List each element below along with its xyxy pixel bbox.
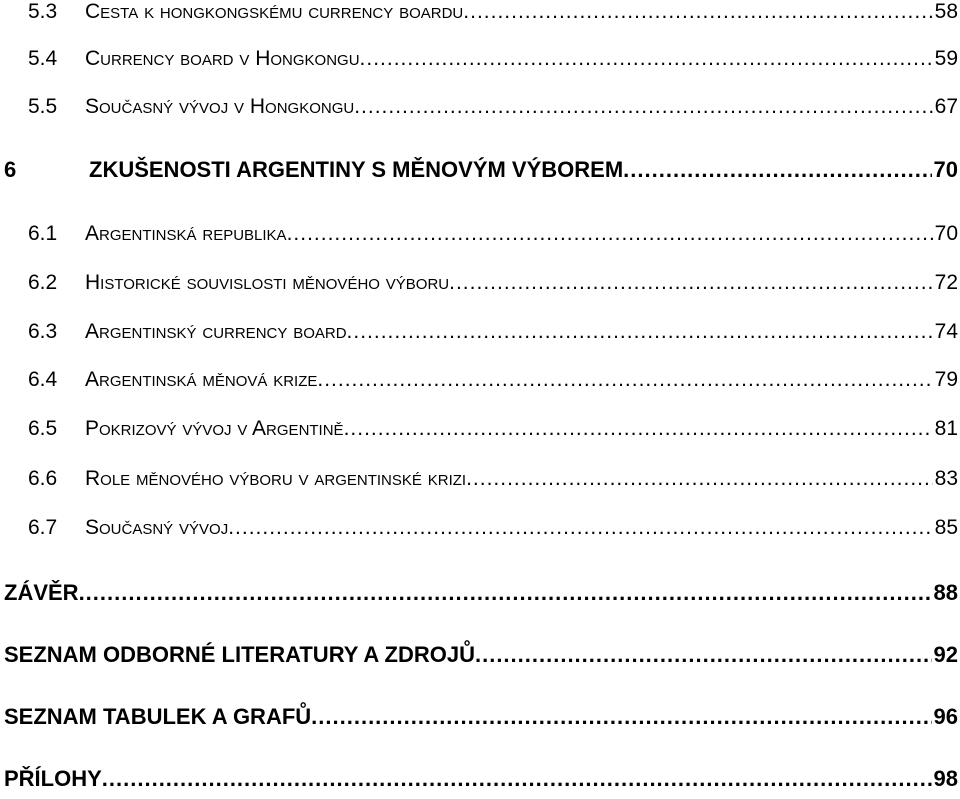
toc-number: 6.1 bbox=[28, 222, 58, 245]
toc-title: Historické souvislosti měnového výboru bbox=[85, 271, 450, 294]
toc-title: Cesta k hongkongskému currency boardu bbox=[85, 0, 464, 23]
toc-entry-5-3[interactable] bbox=[0, 0, 958, 24]
toc-page-number: 59 bbox=[934, 47, 958, 70]
toc-page-number: 70 bbox=[934, 222, 958, 245]
toc-number: 6.5 bbox=[28, 417, 58, 440]
toc-leader-dots bbox=[347, 320, 933, 344]
toc-entry-6-6[interactable] bbox=[0, 467, 958, 491]
toc-title: Currency board v Hongkongu bbox=[85, 47, 360, 70]
toc-title: Argentinská republika bbox=[85, 222, 287, 245]
toc-leader-dots bbox=[287, 222, 933, 246]
toc-title: SEZNAM TABULEK A GRAFŮ bbox=[4, 704, 312, 729]
toc-title: Současný vývoj bbox=[85, 516, 229, 539]
toc-title: Argentinská měnová krize bbox=[85, 368, 318, 391]
toc-entry-tabulky[interactable] bbox=[0, 704, 958, 730]
toc-entry-5-5[interactable] bbox=[0, 95, 958, 119]
toc-entry-6-2[interactable] bbox=[0, 271, 958, 295]
toc-entry-6-3[interactable] bbox=[0, 320, 958, 344]
toc-number: 5.5 bbox=[28, 95, 58, 118]
toc-title: Role měnového výboru v argentinské krizi bbox=[85, 467, 467, 490]
toc-leader-dots bbox=[623, 157, 931, 183]
toc-leader-dots bbox=[311, 704, 931, 730]
toc-leader-dots bbox=[449, 271, 933, 295]
toc-leader-dots bbox=[228, 516, 932, 540]
toc-title: Argentinský currency board bbox=[85, 320, 347, 343]
toc-title: PŘÍLOHY bbox=[4, 766, 102, 791]
toc-page-number: 88 bbox=[933, 580, 958, 605]
toc-leader-dots bbox=[360, 47, 933, 71]
toc-leader-dots bbox=[102, 766, 932, 792]
toc-page-number: 81 bbox=[934, 417, 958, 440]
toc-entry-6[interactable] bbox=[0, 157, 958, 183]
toc-leader-dots bbox=[466, 467, 933, 491]
toc-leader-dots bbox=[475, 642, 932, 668]
toc-page-number: 79 bbox=[934, 368, 958, 391]
toc-number: 5.3 bbox=[28, 0, 58, 23]
toc-entry-5-4[interactable] bbox=[0, 47, 958, 71]
toc-number: 6.7 bbox=[28, 516, 58, 539]
toc-leader-dots bbox=[79, 580, 932, 606]
toc-number: 6.2 bbox=[28, 271, 58, 294]
toc-page-number: 67 bbox=[934, 95, 958, 118]
toc-page-number: 74 bbox=[934, 320, 958, 343]
toc-number: 6.3 bbox=[28, 320, 58, 343]
toc-leader-dots bbox=[344, 417, 933, 441]
toc-page-number: 58 bbox=[934, 0, 958, 23]
toc-entry-zaver[interactable] bbox=[0, 580, 958, 606]
toc-entry-6-4[interactable] bbox=[0, 368, 958, 392]
toc-title: ZÁVĚR bbox=[4, 580, 79, 605]
toc-page-number: 98 bbox=[933, 766, 958, 791]
toc-page-number: 92 bbox=[933, 642, 958, 667]
toc-number: 5.4 bbox=[28, 47, 58, 70]
toc-entry-6-7[interactable] bbox=[0, 516, 958, 540]
toc-entry-prilohy[interactable] bbox=[0, 766, 958, 792]
toc-page-number: 72 bbox=[934, 271, 958, 294]
toc-page-number: 70 bbox=[933, 157, 958, 182]
toc-title: ZKUŠENOSTI ARGENTINY S MĚNOVÝM VÝBOREM bbox=[89, 157, 624, 182]
toc-title: SEZNAM ODBORNÉ LITERATURY A ZDROJŮ bbox=[4, 642, 475, 667]
toc-leader-dots bbox=[463, 0, 932, 24]
toc-page-number: 83 bbox=[934, 467, 958, 490]
toc-number: 6.4 bbox=[28, 368, 58, 391]
toc-number: 6.6 bbox=[28, 467, 58, 490]
toc-entry-literatura[interactable] bbox=[0, 642, 958, 668]
toc-entry-6-5[interactable] bbox=[0, 417, 958, 441]
toc-title: Pokrizový vývoj v Argentině bbox=[85, 417, 344, 440]
toc-entry-6-1[interactable] bbox=[0, 222, 958, 246]
toc-title: Současný vývoj v Hongkongu bbox=[85, 95, 355, 118]
toc-leader-dots bbox=[317, 368, 932, 392]
toc-page-number: 96 bbox=[933, 704, 958, 729]
toc-leader-dots bbox=[354, 95, 932, 119]
toc-page-number: 85 bbox=[934, 516, 958, 539]
toc-number: 6 bbox=[4, 157, 17, 182]
